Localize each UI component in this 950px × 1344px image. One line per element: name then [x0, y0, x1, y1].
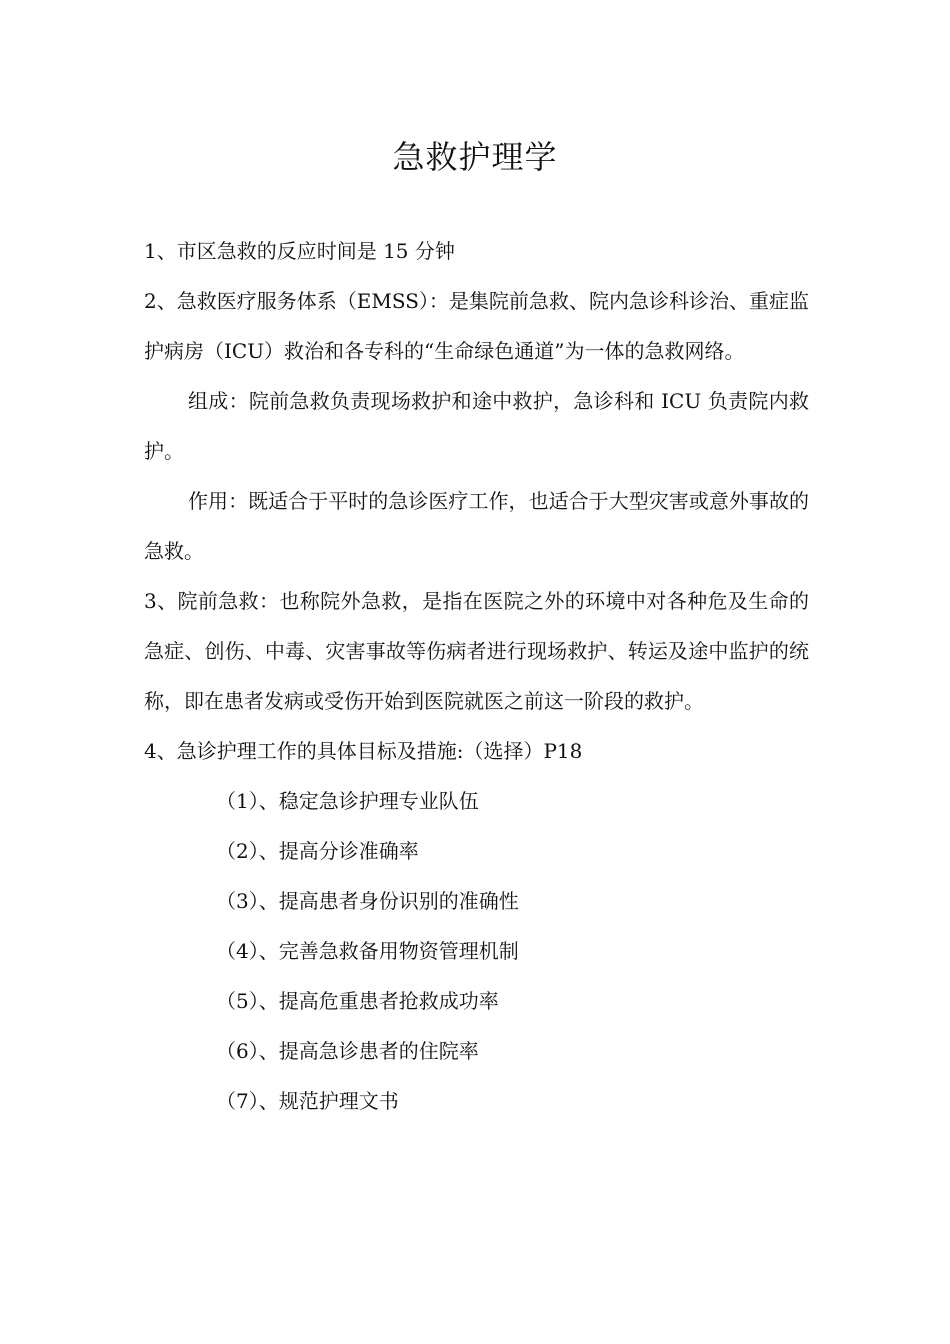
paragraph-nursing-goals: 4、急诊护理工作的具体目标及措施:（选择）P18 — [144, 739, 583, 763]
document-title: 急救护理学 — [392, 138, 558, 176]
paragraph-response-time: 1、市区急救的反应时间是 15 分钟 — [144, 239, 455, 263]
list-item: （5）、提高危重患者抢救成功率 — [216, 989, 499, 1013]
paragraph-emss-definition: 2、急救医疗服务体系（EMSS）：是集院前急救、院内急诊科诊治、重症监护病房（ICU）救治和各专科的“生命绿色通道”为一体的急救网络。 — [144, 289, 809, 363]
list-item: （6）、提高急诊患者的住院率 — [216, 1039, 479, 1063]
list-item: （1）、稳定急诊护理专业队伍 — [216, 789, 479, 813]
nursing-goals-list — [144, 776, 809, 1126]
list-item: （2）、提高分诊准确率 — [216, 839, 419, 863]
paragraph-emss-composition: 组成：院前急救负责现场救护和途中救护，急诊科和 ICU 负责院内救护。 — [144, 389, 809, 463]
paragraph-prehospital-care: 3、院前急救：也称院外急救，是指在医院之外的环境中对各种危及生命的急症、创伤、中毒、灾害事故等伤病者进行现场救护、转运及途中监护的统称，即在患者发病或受伤开始到医院就医之前这一阶段的救护。 — [144, 589, 809, 713]
list-item: （7）、规范护理文书 — [216, 1089, 399, 1113]
list-item: （3）、提高患者身份识别的准确性 — [216, 889, 519, 913]
list-item: （4）、完善急救备用物资管理机制 — [216, 939, 519, 963]
paragraph-emss-function: 作用：既适合于平时的急诊医疗工作，也适合于大型灾害或意外事故的急救。 — [144, 489, 809, 563]
document-body — [144, 226, 809, 1126]
